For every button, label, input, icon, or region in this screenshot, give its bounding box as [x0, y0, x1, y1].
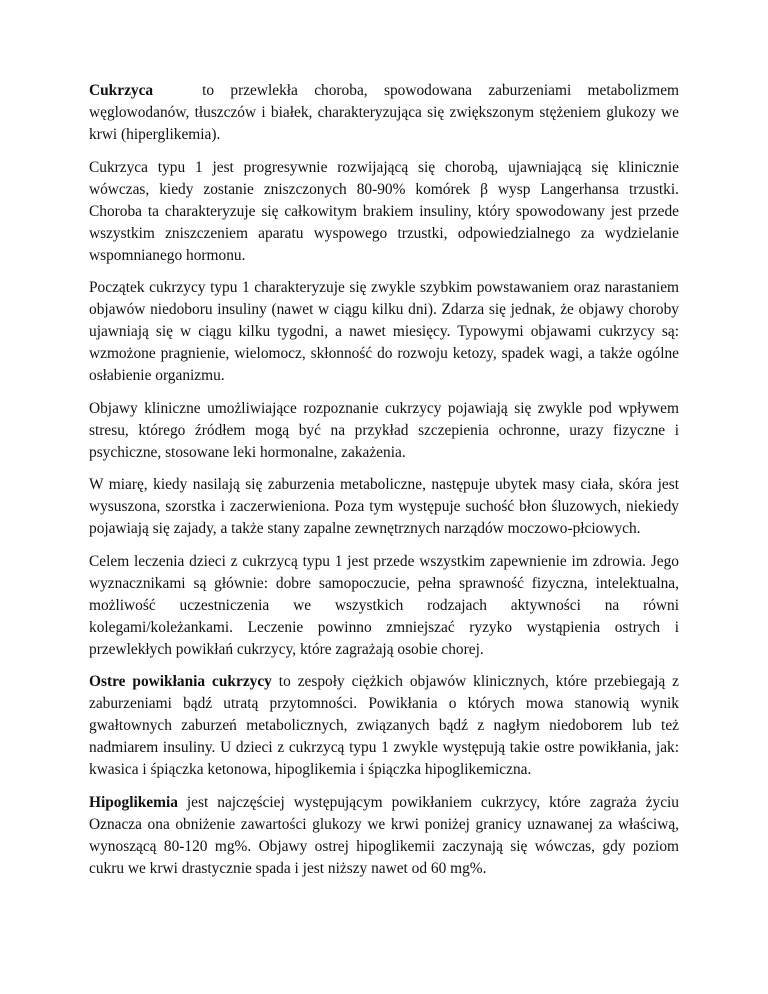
- paragraph-acute-complications: [89, 671, 679, 781]
- paragraph-hypoglycemia: [89, 792, 679, 880]
- document-page: [89, 80, 683, 890]
- paragraph-onset: [89, 277, 679, 387]
- paragraph-text: Cukrzyca typu 1 jest progresywnie rozwijającą się chorobą, ujawniającą się klinicznie wówczas, kiedy zostanie zniszczonych 80-90% komórek β wysp Langerhansa trzustki. Choroba ta charakteryzuje się całkowitym brakiem insuliny, który spowodowany jest przede wszystkim zniszczeniem aparatu wyspowego trzustki, odpowiedzialnego za wydzielanie wspomnianego hormonu.: [89, 158, 679, 264]
- paragraph-text: Objawy kliniczne umożliwiające rozpoznanie cukrzycy pojawiają się zwykle pod wpływem stresu, którego źródłem mogą być na przykład szczepienia ochronne, urazy fizyczne i psychiczne, stosowane leki hormonalne, zakażenia.: [89, 399, 679, 461]
- paragraph-metabolic-disorders: [89, 474, 679, 540]
- paragraph-text: to zespoły ciężkich objawów klinicznych, które przebiegają z zaburzeniami bądź utratą przytomności. Powikłania o których mowa stanowią wynik gwałtownych zaburzeń metabolicznych, związanych bądź z nagłym niedoborem lub też nadmiarem insuliny. U dzieci z cukrzycą typu 1 zwykle występują takie ostre powikłania, jak: kwasica i śpiączka ketonowa, hipoglikemia i śpiączka hipoglikemiczna.: [89, 673, 679, 778]
- paragraph-type1-description: [89, 157, 679, 267]
- paragraph-text: W miarę, kiedy nasilają się zaburzenia metaboliczne, następuje ubytek masy ciała, skóra jest wysuszona, szorstka i zaczerwieniona. Poza tym występuje suchość błon śluzowych, niekiedy pojawiają się zajady, a także stany zapalne zewnętrznych narządów moczowo-płciowych.: [89, 476, 679, 537]
- paragraph-text: to przewlekła choroba, spowodowana zaburzeniami metabolizmem węglowodanów, tłuszczów i białek, charakteryzująca się zwiększonym stężeniem glukozy we krwi (hiperglikemia).: [89, 82, 683, 143]
- paragraph-text: Celem leczenia dzieci z cukrzycą typu 1 jest przede wszystkim zapewnienie im zdrowia. Jego wyznacznikami są głównie: dobre samopoczucie, pełna sprawność fizyczna, intelektualna, możliwość uczestniczenia we wszystkich rodzajach aktywności na równi kolegami/koleżankami. Leczenie powinno zmniejszać ryzyko wystąpienia ostrych i przewlekłych powikłań cukrzycy, które zagrażają osobie chorej.: [89, 552, 679, 658]
- term-cukrzyca: Cukrzyca: [89, 82, 154, 99]
- paragraph-text: Początek cukrzycy typu 1 charakteryzuje się zwykle szybkim powstawaniem oraz narastaniem objawów niedoboru insuliny (nawet w ciągu kilku dni). Zdarza się jednak, że objawy choroby ujawniają się w ciągu kilku tygodni, a nawet miesięcy. Typowymi objawami cukrzycy są: wzmożone pragnienie, wielomocz, skłonność do rozwoju ketozy, spadek wagi, a także ogólne osłabienie organizmu.: [89, 279, 679, 384]
- term-hipoglikemia: Hipoglikemia: [89, 793, 178, 811]
- term-ostre-powiklania: Ostre powikłania cukrzycy: [89, 673, 272, 690]
- paragraph-treatment-goals: [89, 551, 679, 661]
- paragraph-clinical-symptoms: [89, 398, 679, 464]
- paragraph-definition: [89, 80, 683, 146]
- paragraph-text: jest najczęściej występującym powikłaniem cukrzycy, które zagraża życiu Oznacza ona obniżenie zawartości glukozy we krwi poniżej granicy uznawanej za właściwą, wynoszącą 80-120 mg%. Objawy ostrej hipoglikemii zaczynają się wówczas, gdy poziom cukru we krwi drastycznie spada i jest niższy nawet od 60 mg%.: [89, 793, 679, 877]
